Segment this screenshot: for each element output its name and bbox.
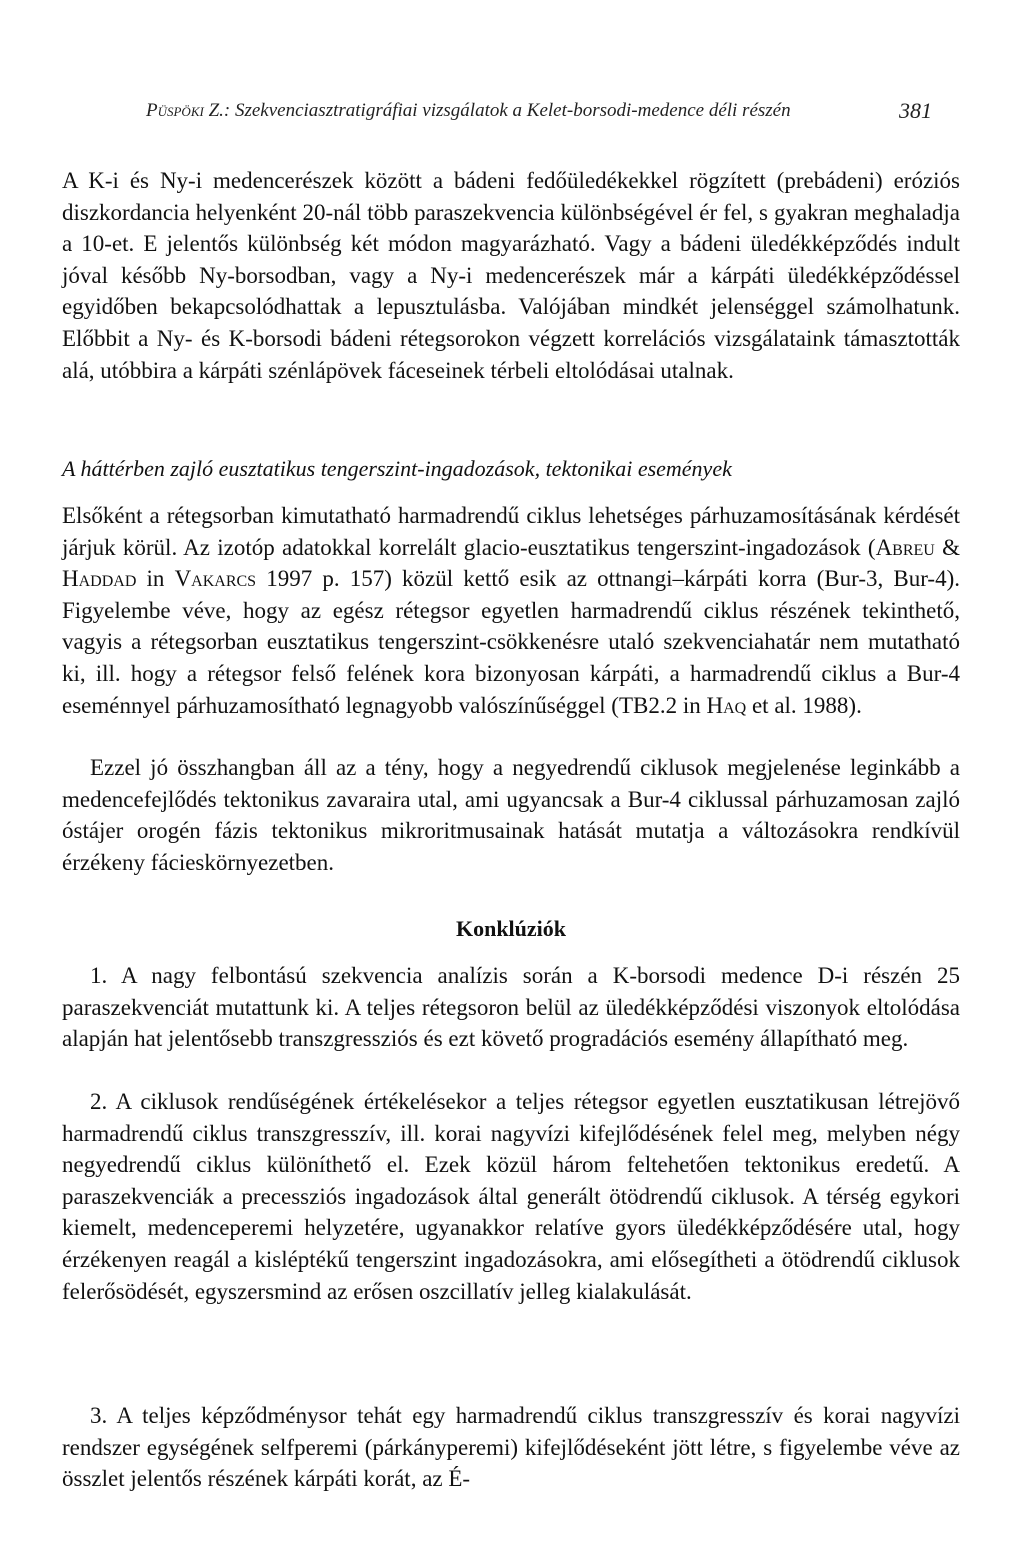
p2-text-4: et al. 1988). <box>746 692 862 718</box>
page-number: 381 <box>899 98 932 123</box>
citation-haq: Haq <box>706 692 747 718</box>
running-head <box>146 99 960 123</box>
paragraph-fourth-order: Ezzel jó összhangban áll az a tény, hogy a negyedrendű ciklusok megjelenése leginkább a medencefejlődés tektonikus zavaraira utal, ami ugyancsak a Bur-4 ciklussal párhuzamosan zajló óstájer orogén fázis tektonikus mikroritmusainak hatását mutatja a változásokra rendkívül érzékeny fácieskörnyezetben. <box>62 755 960 875</box>
paragraph-third-order-cycle <box>62 500 960 721</box>
citation-vakarcs: Vakarcs <box>174 566 257 592</box>
citation-haddad: Haddad <box>62 566 137 592</box>
subheading-eustatic: A háttérben zajló eusztatikus tengerszint-ingadozások, tektonikai események <box>62 456 732 481</box>
paragraph-discordance: A K-i és Ny-i medencerészek között a bádeni fedőüledékekkel rögzített (prebádeni) eróziós diszkordancia helyenként 20-nál több paraszekvencia különbségével ér fel, s gyakran meghaladja a 10-et. E jelentős különbség két módon magyarázható. Vagy a bádeni üledékképződés indult jóval később Ny-borsodban, vagy a Ny-i medencerészek már a kárpáti üledékképződéssel egyidőben bekapcsolódhattak a lepusztulásba. Valójában mindkét jelenséggel számolhatunk. Előbbit a Ny- és K-borsodi bádeni rétegsorokon végzett korrelációs vizsgálataink támasztották alá, utóbbira a kárpáti szénlápövek fáceseinek térbeli eltolódásai utalnak. <box>62 168 960 383</box>
p2-text-1: Elsőként a rétegsorban kimutatható harmadrendű ciklus lehetséges párhuzamosításának kérdését járjuk körül. Az izotóp adatokkal korrelált glacio-eusztatikus tengerszint-ingadozások ( <box>62 503 960 560</box>
conclusion-item-2: 2. A ciklusok rendűségének értékelésekor a teljes rétegsor egyetlen eusztatikusan létrejövő harmadrendű ciklus transzgresszív, ill. korai nagyvízi kifejlődésének felel meg, melyben négy negyedrendű ciklus különíthető el. Ezek közül három feltehetően tektonikus eredetű. A paraszekvenciák a precessziós ingadozások által generált ötödrendű ciklusok. A térség egykori kiemelt, medenceperemi helyzetére, ugyanakkor relatíve gyors üledékképződésére utal, hogy érzékenyen reagál a kisléptékű tengerszint ingadozásokra, ami elősegítheti a ötödrendű ciklusok felerősödését, egyszersmind az erősen oszcillatív jelleg kialakulását. <box>62 1089 960 1304</box>
p2-text-2: in <box>136 566 175 592</box>
p2-text-3: 1997 p. 157) közül kettő esik az ottnangi–kárpáti korra (Bur-3, Bur-4). Figyelembe véve, hogy az egész rétegsor egyetlen harmadrendű ciklus részének tekinthető, vagyis a rétegsorban eusztatikus tengerszint-csökkenésre utaló szekvenciahatár nem mutatható ki, ill. hogy a rétegsor felső felének kora bizonyosan kárpáti, a harmadrendű ciklus a Bur-4 eseménnyel párhuzamosítható legnagyobb valószínűséggel (TB2.2 in <box>62 566 961 718</box>
running-head-author: Püspöki Z. <box>146 100 224 121</box>
citation-abreu: Abreu <box>875 534 935 560</box>
conclusion-item-1: 1. A nagy felbontású szekvencia analízis során a K-borsodi medence D-i részén 25 paraszekvenciát mutattunk ki. A teljes rétegsoron belül az üledékképződési viszonyok eltolódása alapján hat jelentősebb transzgressziós és ezt követő progradációs esemény állapítható meg. <box>62 963 960 1052</box>
section-title-conclusions: Konklúziók <box>455 916 567 941</box>
conclusion-item-3: 3. A teljes képződménysor tehát egy harmadrendű ciklus transzgresszív és korai nagyvízi rendszer egységének selfperemi (párkányperemi) kifejlődéseként jött létre, s figyelembe véve az összlet jelentős részének kárpáti korát, az É- <box>62 1403 960 1492</box>
running-head-title: : Szekvenciasztratigráfiai vizsgálatok a Kelet-borsodi-medence déli részén <box>223 100 791 121</box>
p2-amp: & <box>934 534 961 560</box>
